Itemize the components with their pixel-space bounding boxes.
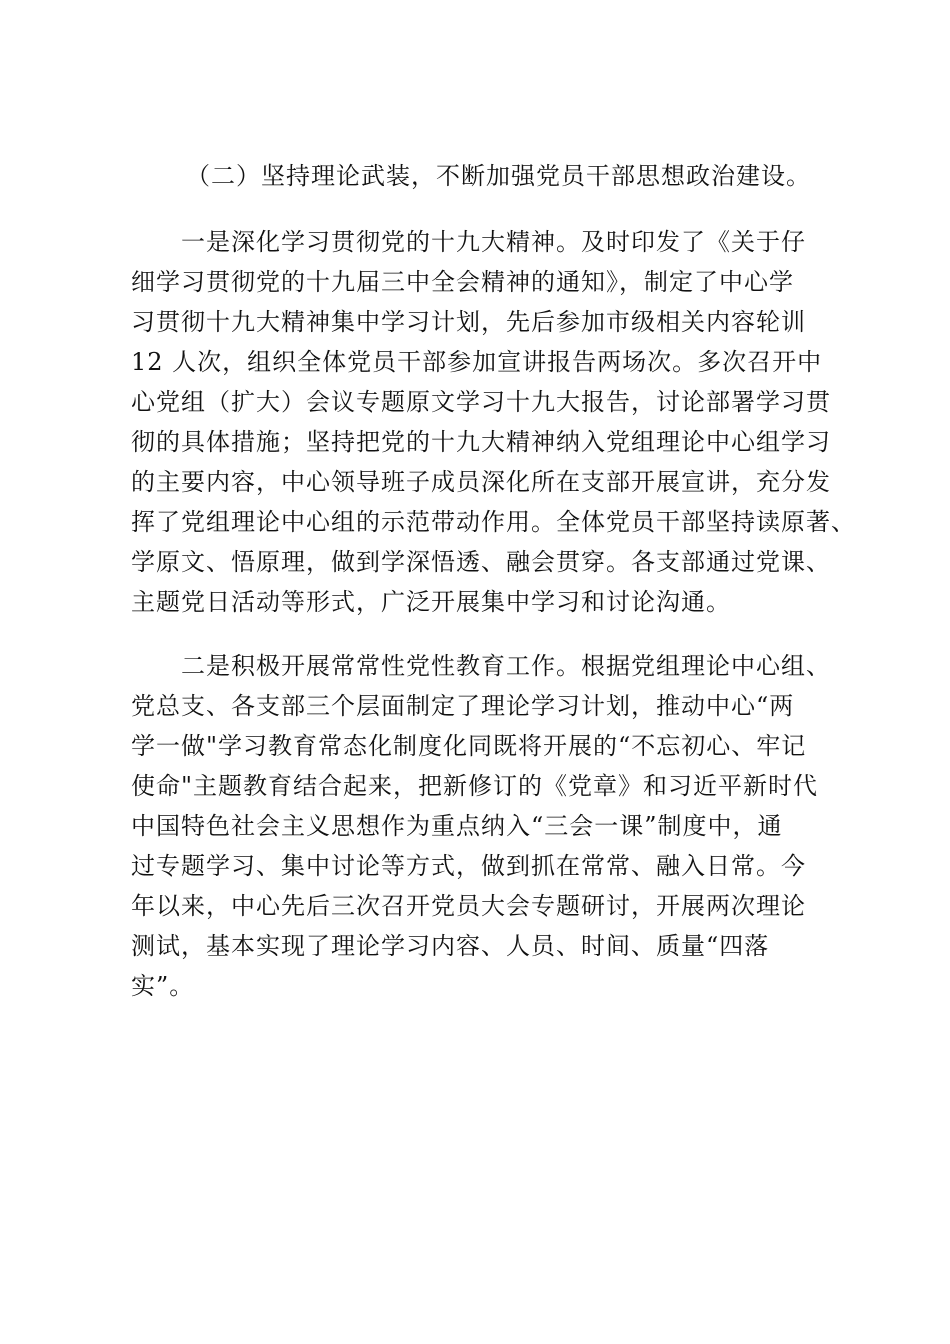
paragraph-line: 党总支、各支部三个层面制定了理论学习计划，推动中心“两 [131,692,795,720]
paragraph-line: 实”。 [131,972,195,1000]
paragraph-line: 的主要内容，中心领导班子成员深化所在支部开展宣讲，充分发 [131,468,831,496]
paragraph-line: 学一做"学习教育常态化制度化同既将开展的“不忘初心、牢记 [131,732,807,760]
paragraph-line: 一是深化学习贯彻党的十九大精神。及时印发了《关于仔 [131,228,806,256]
paragraph-line: 习贯彻十九大精神集中学习计划，先后参加市级相关内容轮训 [131,308,806,336]
paragraph-line: 测试，基本实现了理论学习内容、人员、时间、质量“四落 [131,932,770,960]
paragraph-line: 二是积极开展常常性党性教育工作。根据党组理论中心组、 [131,652,831,680]
paragraph-line: 挥了党组理论中心组的示范带动作用。全体党员干部坚持读原著、 [131,508,856,536]
section-heading: （二）坚持理论武装，不断加强党员干部思想政治建设。 [186,162,811,190]
paragraph-line: 心党组（扩大）会议专题原文学习十九大报告，讨论部署学习贯 [131,388,831,416]
paragraph-line: 年以来，中心先后三次召开党员大会专题研讨，开展两次理论 [131,892,806,920]
paragraph-line: 彻的具体措施；坚持把党的十九大精神纳入党组理论中心组学习 [131,428,831,456]
paragraph-line: 中国特色社会主义思想作为重点纳入“三会一课”制度中，通 [131,812,783,840]
paragraph-line: 过专题学习、集中讨论等方式，做到抓在常常、融入日常。今 [131,852,806,880]
paragraph-line: 12 人次，组织全体党员干部参加宣讲报告两场次。多次召开中 [131,348,823,376]
paragraph-line: 主题党日活动等形式，广泛开展集中学习和讨论沟通。 [131,588,731,616]
paragraph-line: 学原文、悟原理，做到学深悟透、融会贯穿。各支部通过党课、 [131,548,831,576]
paragraph-line: 使命"主题教育结合起来，把新修订的《党章》和习近平新时代 [131,772,819,800]
paragraph-line: 细学习贯彻党的十九届三中全会精神的通知》，制定了中心学 [131,268,794,296]
